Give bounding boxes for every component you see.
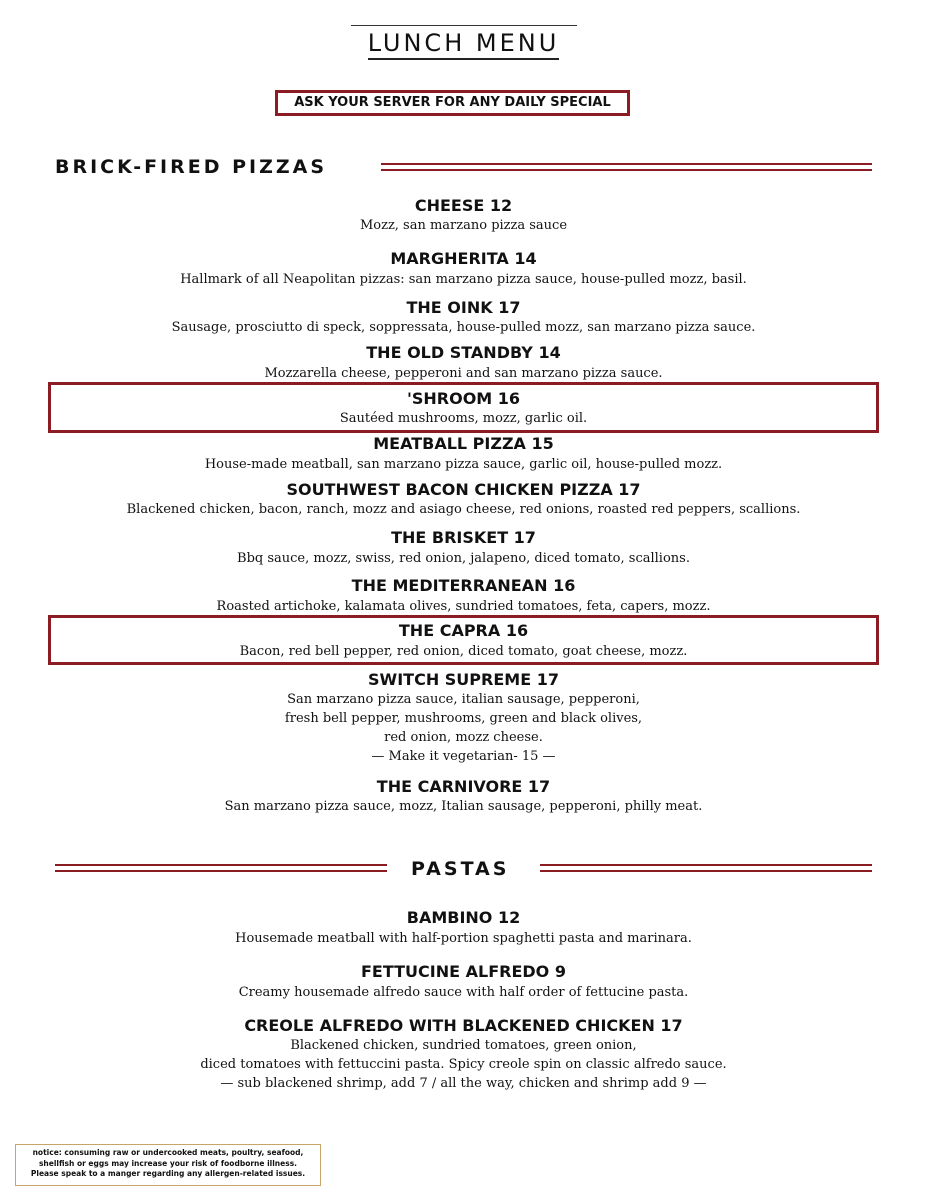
pizza-item-name: THE OLD STANDBY 14 bbox=[366, 343, 561, 362]
pastas-heading-rule-left bbox=[55, 864, 387, 874]
pizza-item-name: THE BRISKET 17 bbox=[391, 528, 536, 547]
pasta-item-name: FETTUCINE ALFREDO 9 bbox=[361, 962, 566, 981]
title-top-rule bbox=[351, 25, 577, 26]
pizza-item-desc: House-made meatball, san marzano pizza sauce, garlic oil, house-pulled mozz. bbox=[204, 457, 723, 472]
pizza-item-name: CHEESE 12 bbox=[414, 196, 513, 215]
pizza-item-name: THE MEDITERRANEAN 16 bbox=[351, 576, 576, 595]
pasta-item-desc: diced tomatoes with fettuccini pasta. Spicy creole spin on classic alfredo sauce. bbox=[200, 1057, 727, 1072]
pasta-item-desc: Housemade meatball with half-portion spaghetti pasta and marinara. bbox=[235, 931, 692, 946]
pizzas-heading: BRICK-FIRED PIZZAS bbox=[55, 156, 328, 178]
pizza-item-name: SOUTHWEST BACON CHICKEN PIZZA 17 bbox=[286, 480, 641, 499]
pizzas-heading-rule bbox=[381, 163, 872, 173]
pizza-item-desc: San marzano pizza sauce, mozz, Italian sausage, pepperoni, philly meat. bbox=[224, 799, 703, 814]
pizza-item-desc: fresh bell pepper, mushrooms, green and black olives, bbox=[284, 711, 643, 726]
pizza-item-desc: Blackened chicken, bacon, ranch, mozz and asiago cheese, red onions, roasted red peppers, scallions. bbox=[126, 502, 801, 517]
pizza-item-name: THE CAPRA 16 bbox=[398, 621, 529, 640]
pizza-item-desc: Bbq sauce, mozz, swiss, red onion, jalapeno, diced tomato, scallions. bbox=[237, 551, 690, 566]
pizza-item-name: SWITCH SUPREME 17 bbox=[368, 670, 559, 689]
pizza-item-desc: Roasted artichoke, kalamata olives, sundried tomatoes, feta, capers, mozz. bbox=[216, 599, 711, 614]
notice-line: shellfish or eggs may increase your risk of foodborne illness. bbox=[38, 1158, 298, 1168]
allergen-notice bbox=[15, 1144, 321, 1186]
pizza-item-name: THE OINK 17 bbox=[406, 298, 521, 317]
pizza-item-name: MEATBALL PIZZA 15 bbox=[373, 434, 554, 453]
pastas-heading-rule-right bbox=[540, 864, 872, 874]
pastas-heading: PASTAS bbox=[411, 858, 510, 880]
pizza-item-desc: — Make it vegetarian- 15 — bbox=[371, 749, 556, 764]
pizza-item-desc: Mozzarella cheese, pepperoni and san marzano pizza sauce. bbox=[264, 366, 663, 381]
notice-line: Please speak to a manger regarding any allergen-related issues. bbox=[30, 1169, 306, 1178]
pizza-item-desc: Mozz, san marzano pizza sauce bbox=[359, 218, 568, 233]
pasta-item-desc: Blackened chicken, sundried tomatoes, green onion, bbox=[290, 1038, 637, 1053]
pizza-item-desc: Sautéed mushrooms, mozz, garlic oil. bbox=[339, 411, 588, 426]
pizza-item-desc: red onion, mozz cheese. bbox=[384, 730, 543, 745]
pasta-item-name: CREOLE ALFREDO WITH BLACKENED CHICKEN 17 bbox=[244, 1016, 683, 1035]
notice-line: notice: consuming raw or undercooked meats, poultry, seafood, bbox=[32, 1148, 304, 1157]
pasta-item-desc: — sub blackened shrimp, add 7 / all the way, chicken and shrimp add 9 — bbox=[220, 1076, 707, 1091]
pizza-item-name: MARGHERITA 14 bbox=[390, 249, 537, 268]
page-title bbox=[0, 28, 927, 58]
page-title-text: LUNCH MENU bbox=[368, 29, 560, 60]
pizza-item-name: THE CARNIVORE 17 bbox=[376, 777, 551, 796]
pizza-item-desc: Sausage, prosciutto di speck, soppressata, house-pulled mozz, san marzano pizza sauce. bbox=[171, 320, 756, 335]
pizza-item-desc: San marzano pizza sauce, italian sausage, pepperoni, bbox=[287, 692, 640, 707]
pizza-item-desc: Bacon, red bell pepper, red onion, diced tomato, goat cheese, mozz. bbox=[239, 644, 688, 659]
pasta-item-name: BAMBINO 12 bbox=[406, 908, 521, 927]
pizza-item-name: 'SHROOM 16 bbox=[406, 389, 521, 408]
daily-special-banner: ASK YOUR SERVER FOR ANY DAILY SPECIAL bbox=[275, 90, 630, 116]
pasta-item-desc: Creamy housemade alfredo sauce with half order of fettucine pasta. bbox=[238, 985, 689, 1000]
pizza-item-desc: Hallmark of all Neapolitan pizzas: san marzano pizza sauce, house-pulled mozz, basil. bbox=[180, 272, 747, 287]
